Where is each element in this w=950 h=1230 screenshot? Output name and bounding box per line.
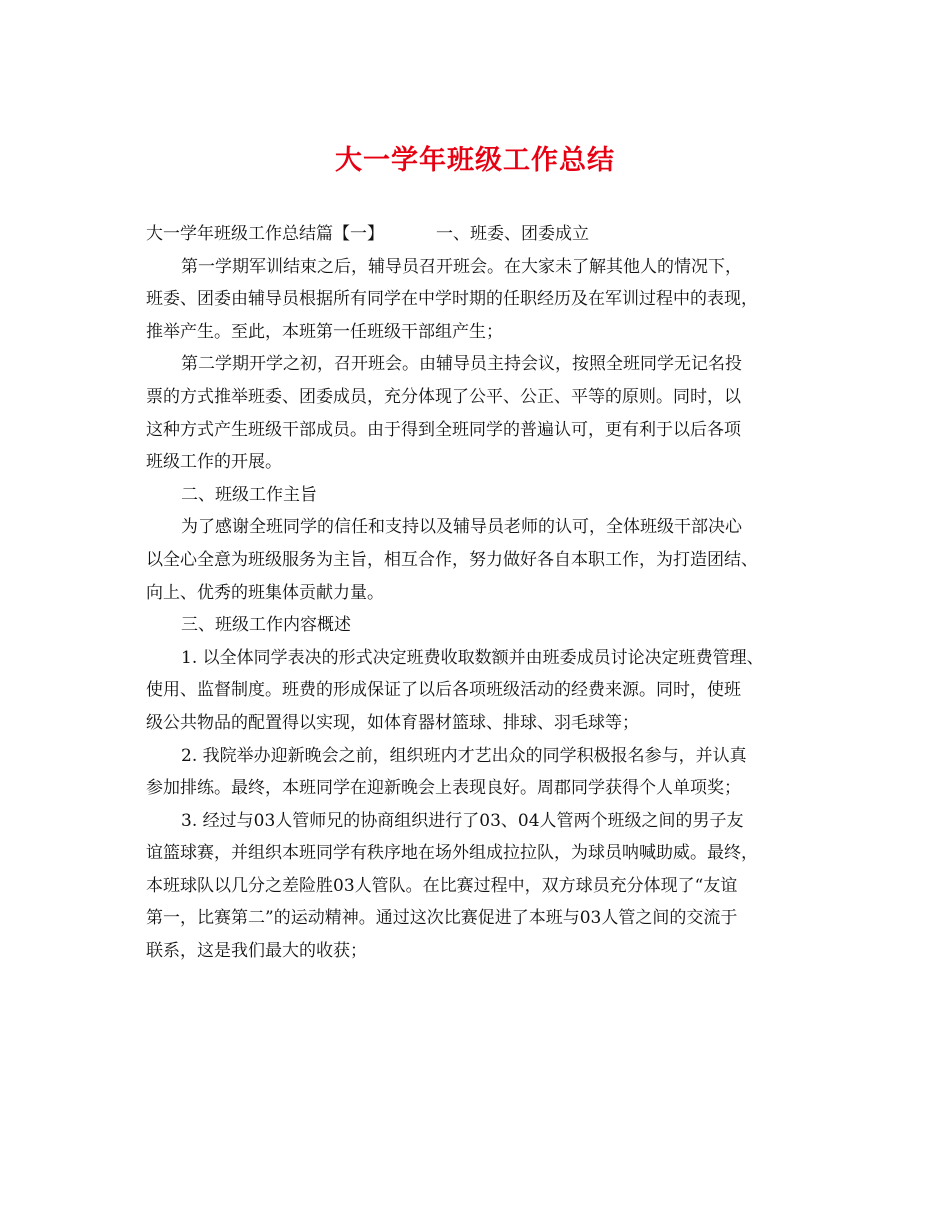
text-line: 为了感谢全班同学的信任和支持以及辅导员老师的认可，全体班级干部决心: [181, 517, 742, 538]
paragraph-lines: [146, 251, 826, 968]
text-line: 三、班级工作内容概述: [181, 615, 351, 636]
text-line: 班级工作的开展。: [146, 452, 282, 473]
document-body: [146, 218, 826, 968]
text-line: 3. 经过与03人管师兄的协商组织进行了03、04人管两个班级之间的男子友: [181, 810, 744, 831]
text-line: 谊篮球赛，并组织本班同学有秩序地在场外组成拉拉队，为球员呐喊助威。最终，: [146, 843, 758, 864]
text-line: 联系，这是我们最大的收获；: [146, 941, 367, 962]
text-line: 使用、监督制度。班费的形成保证了以后各项班级活动的经费来源。同时，使班: [146, 680, 741, 701]
text-line: 这种方式产生班级干部成员。由于得到全班同学的普遍认可，更有利于以后各项: [146, 419, 741, 440]
text-line: 第二学期开学之初，召开班会。由辅导员主持会议，按照全班同学无记名投: [181, 354, 742, 375]
text-line: 以全心全意为班级服务为主旨，相互合作，努力做好各自本职工作，为打造团结、: [146, 549, 758, 570]
text-line: 推举产生。至此，本班第一任班级干部组产生；: [146, 321, 503, 342]
text-line: 票的方式推举班委、团委成员，充分体现了公平、公正、平等的原则。同时，以: [146, 386, 741, 407]
first-line: [146, 218, 826, 251]
text-line: 2. 我院举办迎新晚会之前，组织班内才艺出众的同学积极报名参与，并认真: [181, 745, 747, 766]
text-line: 第一，比赛第二”的运动精神。通过这次比赛促进了本班与03人管之间的交流于: [146, 908, 738, 929]
section-heading-1: 一、班委、团委成立: [436, 224, 589, 244]
document-title: 大一学年班级工作总结: [335, 145, 615, 176]
text-line: 1. 以全体同学表决的形式决定班费收取数额并由班委成员讨论决定班费管理、: [181, 647, 764, 668]
text-line: 班委、团委由辅导员根据所有同学在中学时期的任职经历及在军训过程中的表现，: [146, 289, 758, 310]
text-line: 向上、优秀的班集体贡献力量。: [146, 582, 384, 603]
article-heading: 大一学年班级工作总结篇【一】: [146, 224, 384, 244]
text-line: 本班球队以几分之差险胜03人管队。在比赛过程中，双方球员充分体现了“友谊: [146, 875, 738, 896]
text-line: 参加排练。最终，本班同学在迎新晚会上表现良好。周郡同学获得个人单项奖；: [146, 778, 741, 799]
text-line: 级公共物品的配置得以实现，如体育器材篮球、排球、羽毛球等；: [146, 712, 639, 733]
text-line: 第一学期军训结束之后，辅导员召开班会。在大家未了解其他人的情况下，: [181, 256, 742, 277]
text-line: 二、班级工作主旨: [181, 484, 317, 505]
